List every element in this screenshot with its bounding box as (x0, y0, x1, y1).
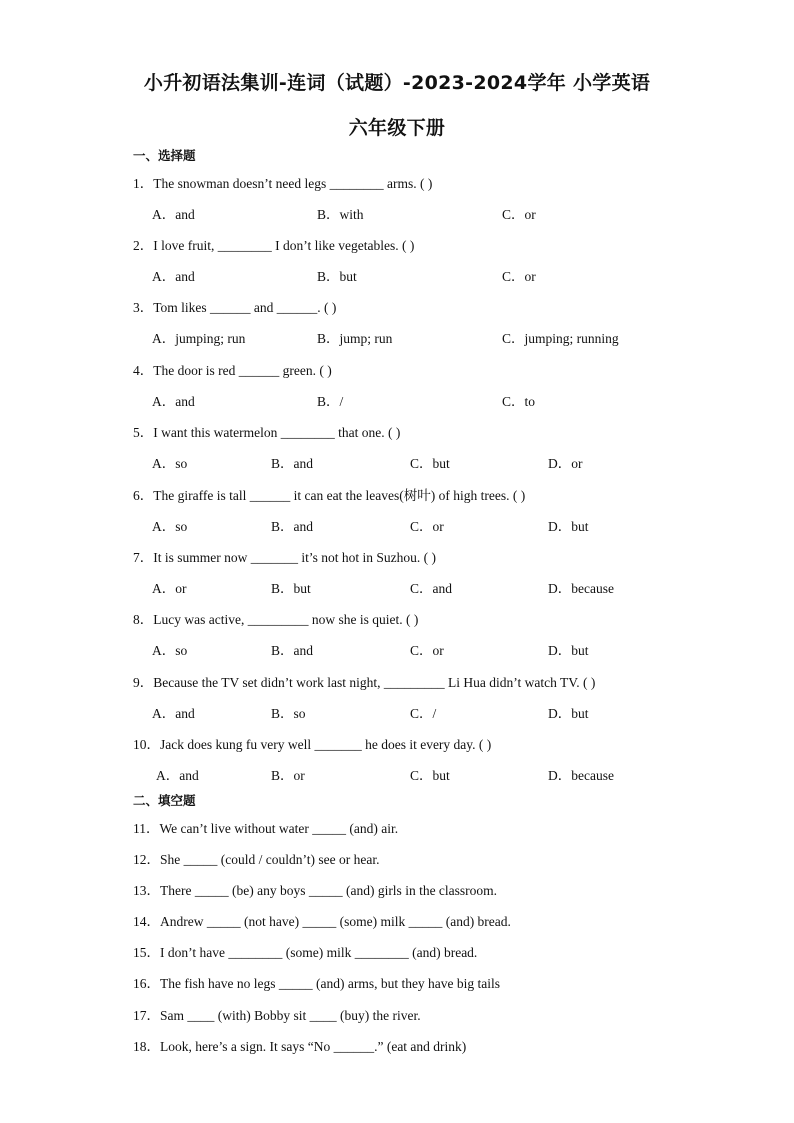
fill-question-17: 17．Sam ____ (with) Bobby sit ____ (buy) the river. (133, 1008, 421, 1023)
fill-question-12: 12．She _____ (could / couldn’t) see or hear. (133, 852, 380, 867)
question-1: 1．The snowman doesn’t need legs ________ arms. ( ) (133, 176, 433, 191)
fill-question-16: 16．The fish have no legs _____ (and) arms, but they have big tails (133, 976, 501, 991)
options-row (0, 577, 794, 595)
section-heading-choice: 一、选择题 (133, 148, 196, 163)
options-row (0, 265, 794, 283)
section-heading-fill: 二、填空题 (133, 793, 196, 808)
options-row (0, 515, 794, 533)
option-b[interactable]: B．jump; run (317, 331, 393, 346)
options-row (0, 702, 794, 720)
option-c[interactable]: C．to (502, 394, 536, 409)
option-b[interactable]: B．/ (317, 394, 344, 409)
fill-question-15: 15．I don’t have ________ (some) milk ________ (and) bread. (133, 945, 478, 960)
option-b[interactable]: B．and (271, 643, 313, 658)
question-8: 8．Lucy was active, _________ now she is quiet. ( ) (133, 612, 419, 627)
option-b[interactable]: B．so (271, 706, 306, 721)
options-row (0, 203, 794, 221)
options-row (0, 452, 794, 470)
page-title: 小升初语法集训-连词（试题）-2023-2024学年 小学英语 (143, 72, 651, 94)
option-b[interactable]: B．and (271, 519, 313, 534)
option-c[interactable]: C．or (502, 269, 536, 284)
option-c[interactable]: C．but (410, 456, 450, 471)
option-d[interactable]: D．because (548, 581, 614, 596)
option-a[interactable]: A．so (152, 519, 188, 534)
option-c[interactable]: C．or (410, 643, 444, 658)
question-9: 9．Because the TV set didn’t work last night, _________ Li Hua didn’t watch TV. ( ) (133, 675, 596, 690)
option-a[interactable]: A．and (152, 269, 195, 284)
question-3: 3．Tom likes ______ and ______. ( ) (133, 300, 337, 315)
option-b[interactable]: B．or (271, 768, 305, 783)
page-subtitle: 六年级下册 (348, 117, 446, 139)
option-c[interactable]: C．jumping; running (502, 331, 619, 346)
options-row (0, 327, 794, 345)
question-7: 7．It is summer now _______ it’s not hot in Suzhou. ( ) (133, 550, 436, 565)
fill-question-14: 14．Andrew _____ (not have) _____ (some) milk _____ (and) bread. (133, 914, 511, 929)
option-c[interactable]: C．but (410, 768, 450, 783)
option-a[interactable]: A．or (152, 581, 187, 596)
fill-question-18: 18．Look, here’s a sign. It says “No ______.” (eat and drink) (133, 1039, 467, 1054)
options-row (0, 390, 794, 408)
option-a[interactable]: A．and (152, 706, 195, 721)
question-10: 10．Jack does kung fu very well _______ he does it every day. ( ) (133, 737, 492, 752)
option-c[interactable]: C．/ (410, 706, 437, 721)
option-a[interactable]: A．and (152, 394, 195, 409)
option-d[interactable]: D．but (548, 706, 589, 721)
option-d[interactable]: D．but (548, 643, 589, 658)
option-a[interactable]: A．and (156, 768, 199, 783)
options-row (0, 764, 794, 782)
option-c[interactable]: C．or (410, 519, 444, 534)
option-c[interactable]: C．and (410, 581, 452, 596)
option-b[interactable]: B．but (271, 581, 311, 596)
fill-question-13: 13．There _____ (be) any boys _____ (and) girls in the classroom. (133, 883, 498, 898)
option-d[interactable]: D．because (548, 768, 614, 783)
option-a[interactable]: A．so (152, 456, 188, 471)
option-d[interactable]: D．or (548, 456, 583, 471)
question-6: 6．The giraffe is tall ______ it can eat the leaves(树叶) of high trees. ( ) (133, 488, 526, 503)
option-b[interactable]: B．and (271, 456, 313, 471)
option-d[interactable]: D．but (548, 519, 589, 534)
option-a[interactable]: A．jumping; run (152, 331, 246, 346)
option-b[interactable]: B．with (317, 207, 364, 222)
option-c[interactable]: C．or (502, 207, 536, 222)
option-a[interactable]: A．and (152, 207, 195, 222)
question-2: 2．I love fruit, ________ I don’t like vegetables. ( ) (133, 238, 415, 253)
options-row (0, 639, 794, 657)
question-4: 4．The door is red ______ green. ( ) (133, 363, 332, 378)
fill-question-11: 11．We can’t live without water _____ (and) air. (133, 821, 399, 836)
question-5: 5．I want this watermelon ________ that one. ( ) (133, 425, 401, 440)
option-a[interactable]: A．so (152, 643, 188, 658)
option-b[interactable]: B．but (317, 269, 357, 284)
